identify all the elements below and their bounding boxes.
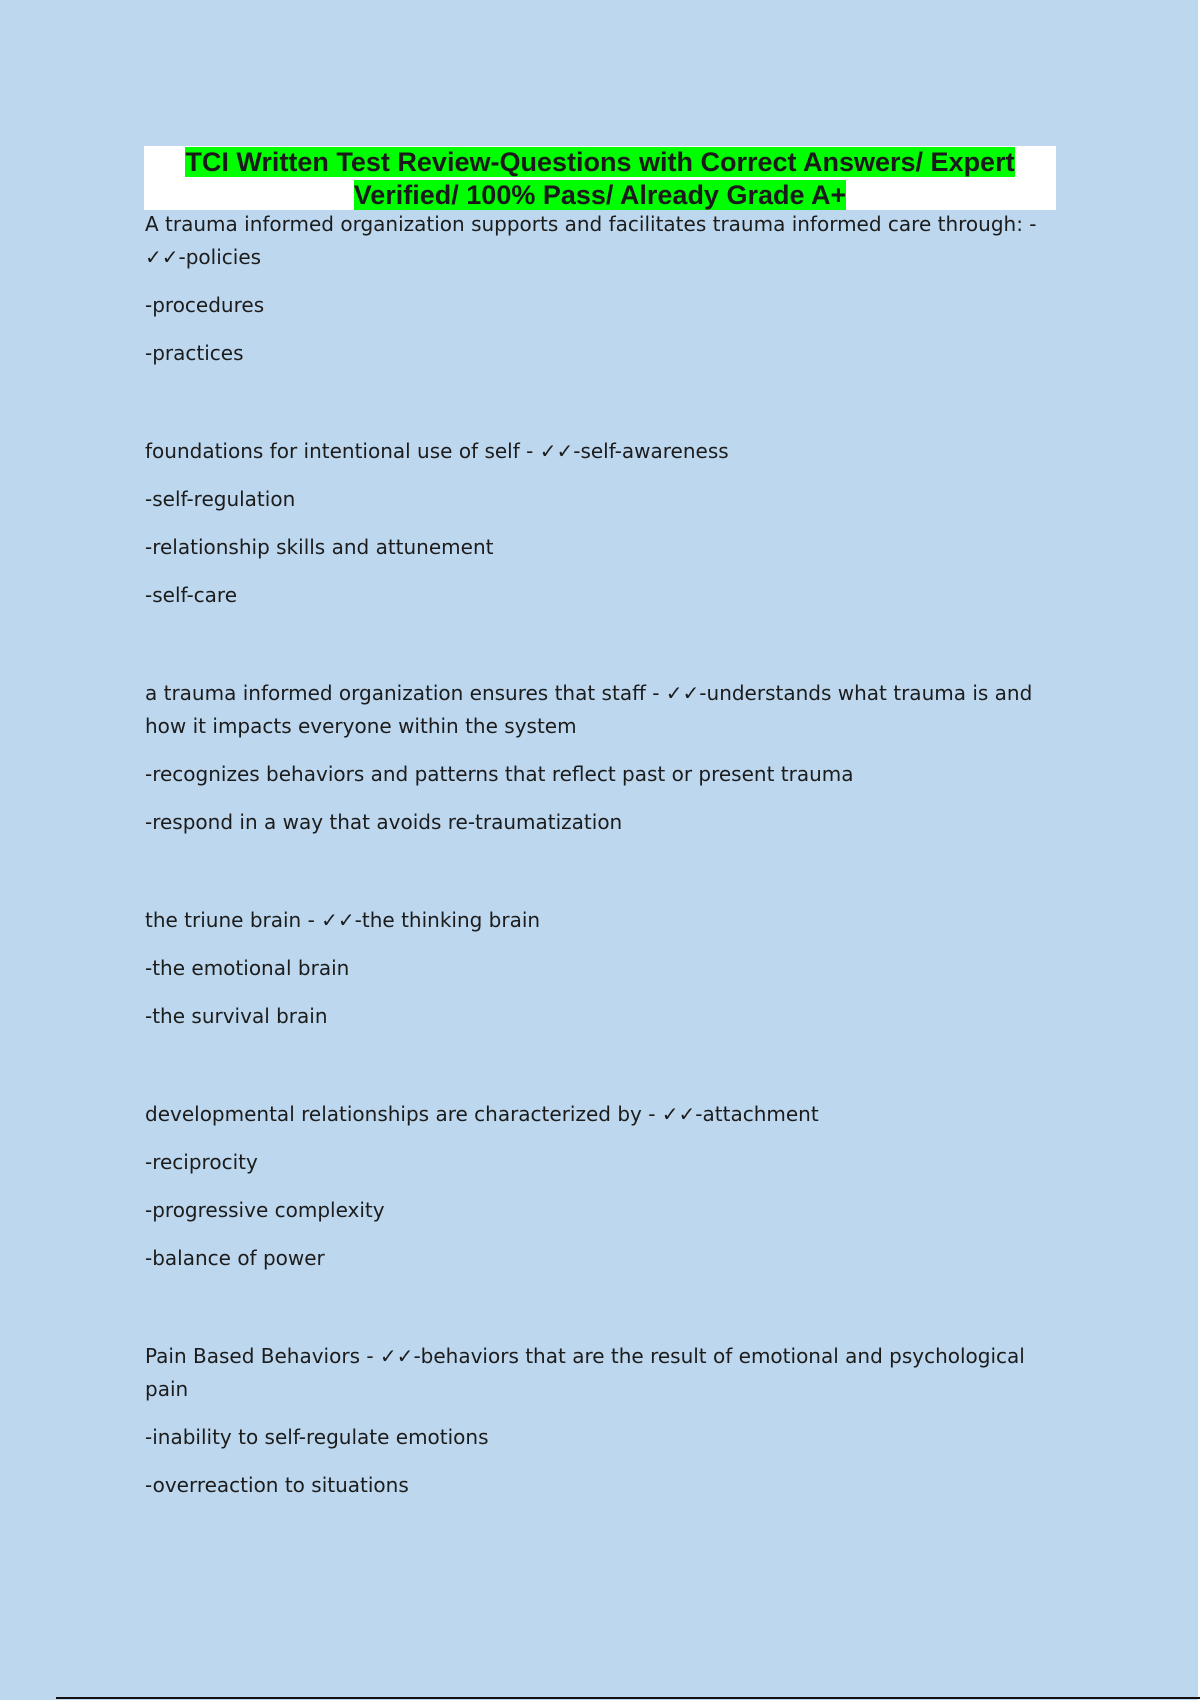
answer-line: -progressive complexity <box>145 1198 385 1222</box>
answer-line: -the emotional brain <box>145 956 350 980</box>
answer-line: -self-care <box>145 583 238 607</box>
answer-line: -relationship skills and attunement <box>145 535 494 559</box>
qa-item <box>145 435 1045 612</box>
answer-line: -recognizes behaviors and patterns that reflect past or present trauma <box>145 762 854 786</box>
qa-item <box>145 904 1045 1033</box>
question-text: developmental relationships are characterized by - ✓✓-attachment <box>145 1102 819 1126</box>
answer-line: -self-regulation <box>145 487 296 511</box>
question-text: A trauma informed organization supports and facilitates trauma informed care through: - ✓✓-policies <box>145 212 1037 269</box>
qa-item <box>145 1098 1045 1275</box>
answer-line: -the survival brain <box>145 1004 328 1028</box>
answer-line: -procedures <box>145 293 265 317</box>
question-text: the triune brain - ✓✓-the thinking brain <box>145 908 541 932</box>
answer-line: -inability to self-regulate emotions <box>145 1425 489 1449</box>
page-bottom-rule <box>56 1697 1200 1699</box>
question-text: Pain Based Behaviors - ✓✓-behaviors that are the result of emotional and psychological pain <box>145 1344 1025 1401</box>
answer-line: -reciprocity <box>145 1150 258 1174</box>
document-title <box>144 146 1056 210</box>
answer-line: -balance of power <box>145 1246 325 1270</box>
question-text: a trauma informed organization ensures that staff - ✓✓-understands what trauma is and how it impacts everyone within the system <box>145 681 1033 738</box>
answer-line: -respond in a way that avoids re-traumatization <box>145 810 623 834</box>
answer-line: -overreaction to situations <box>145 1473 409 1497</box>
title-line-1: TCI Written Test Review-Questions with Correct Answers/ Expert <box>185 147 1015 177</box>
qa-item <box>145 208 1045 370</box>
qa-item <box>145 1340 1045 1502</box>
qa-list <box>145 208 1045 1567</box>
answer-line: -practices <box>145 341 244 365</box>
question-text: foundations for intentional use of self - ✓✓-self-awareness <box>145 439 729 463</box>
title-line-2: Verified/ 100% Pass/ Already Grade A+ <box>353 180 847 210</box>
qa-item <box>145 677 1045 839</box>
